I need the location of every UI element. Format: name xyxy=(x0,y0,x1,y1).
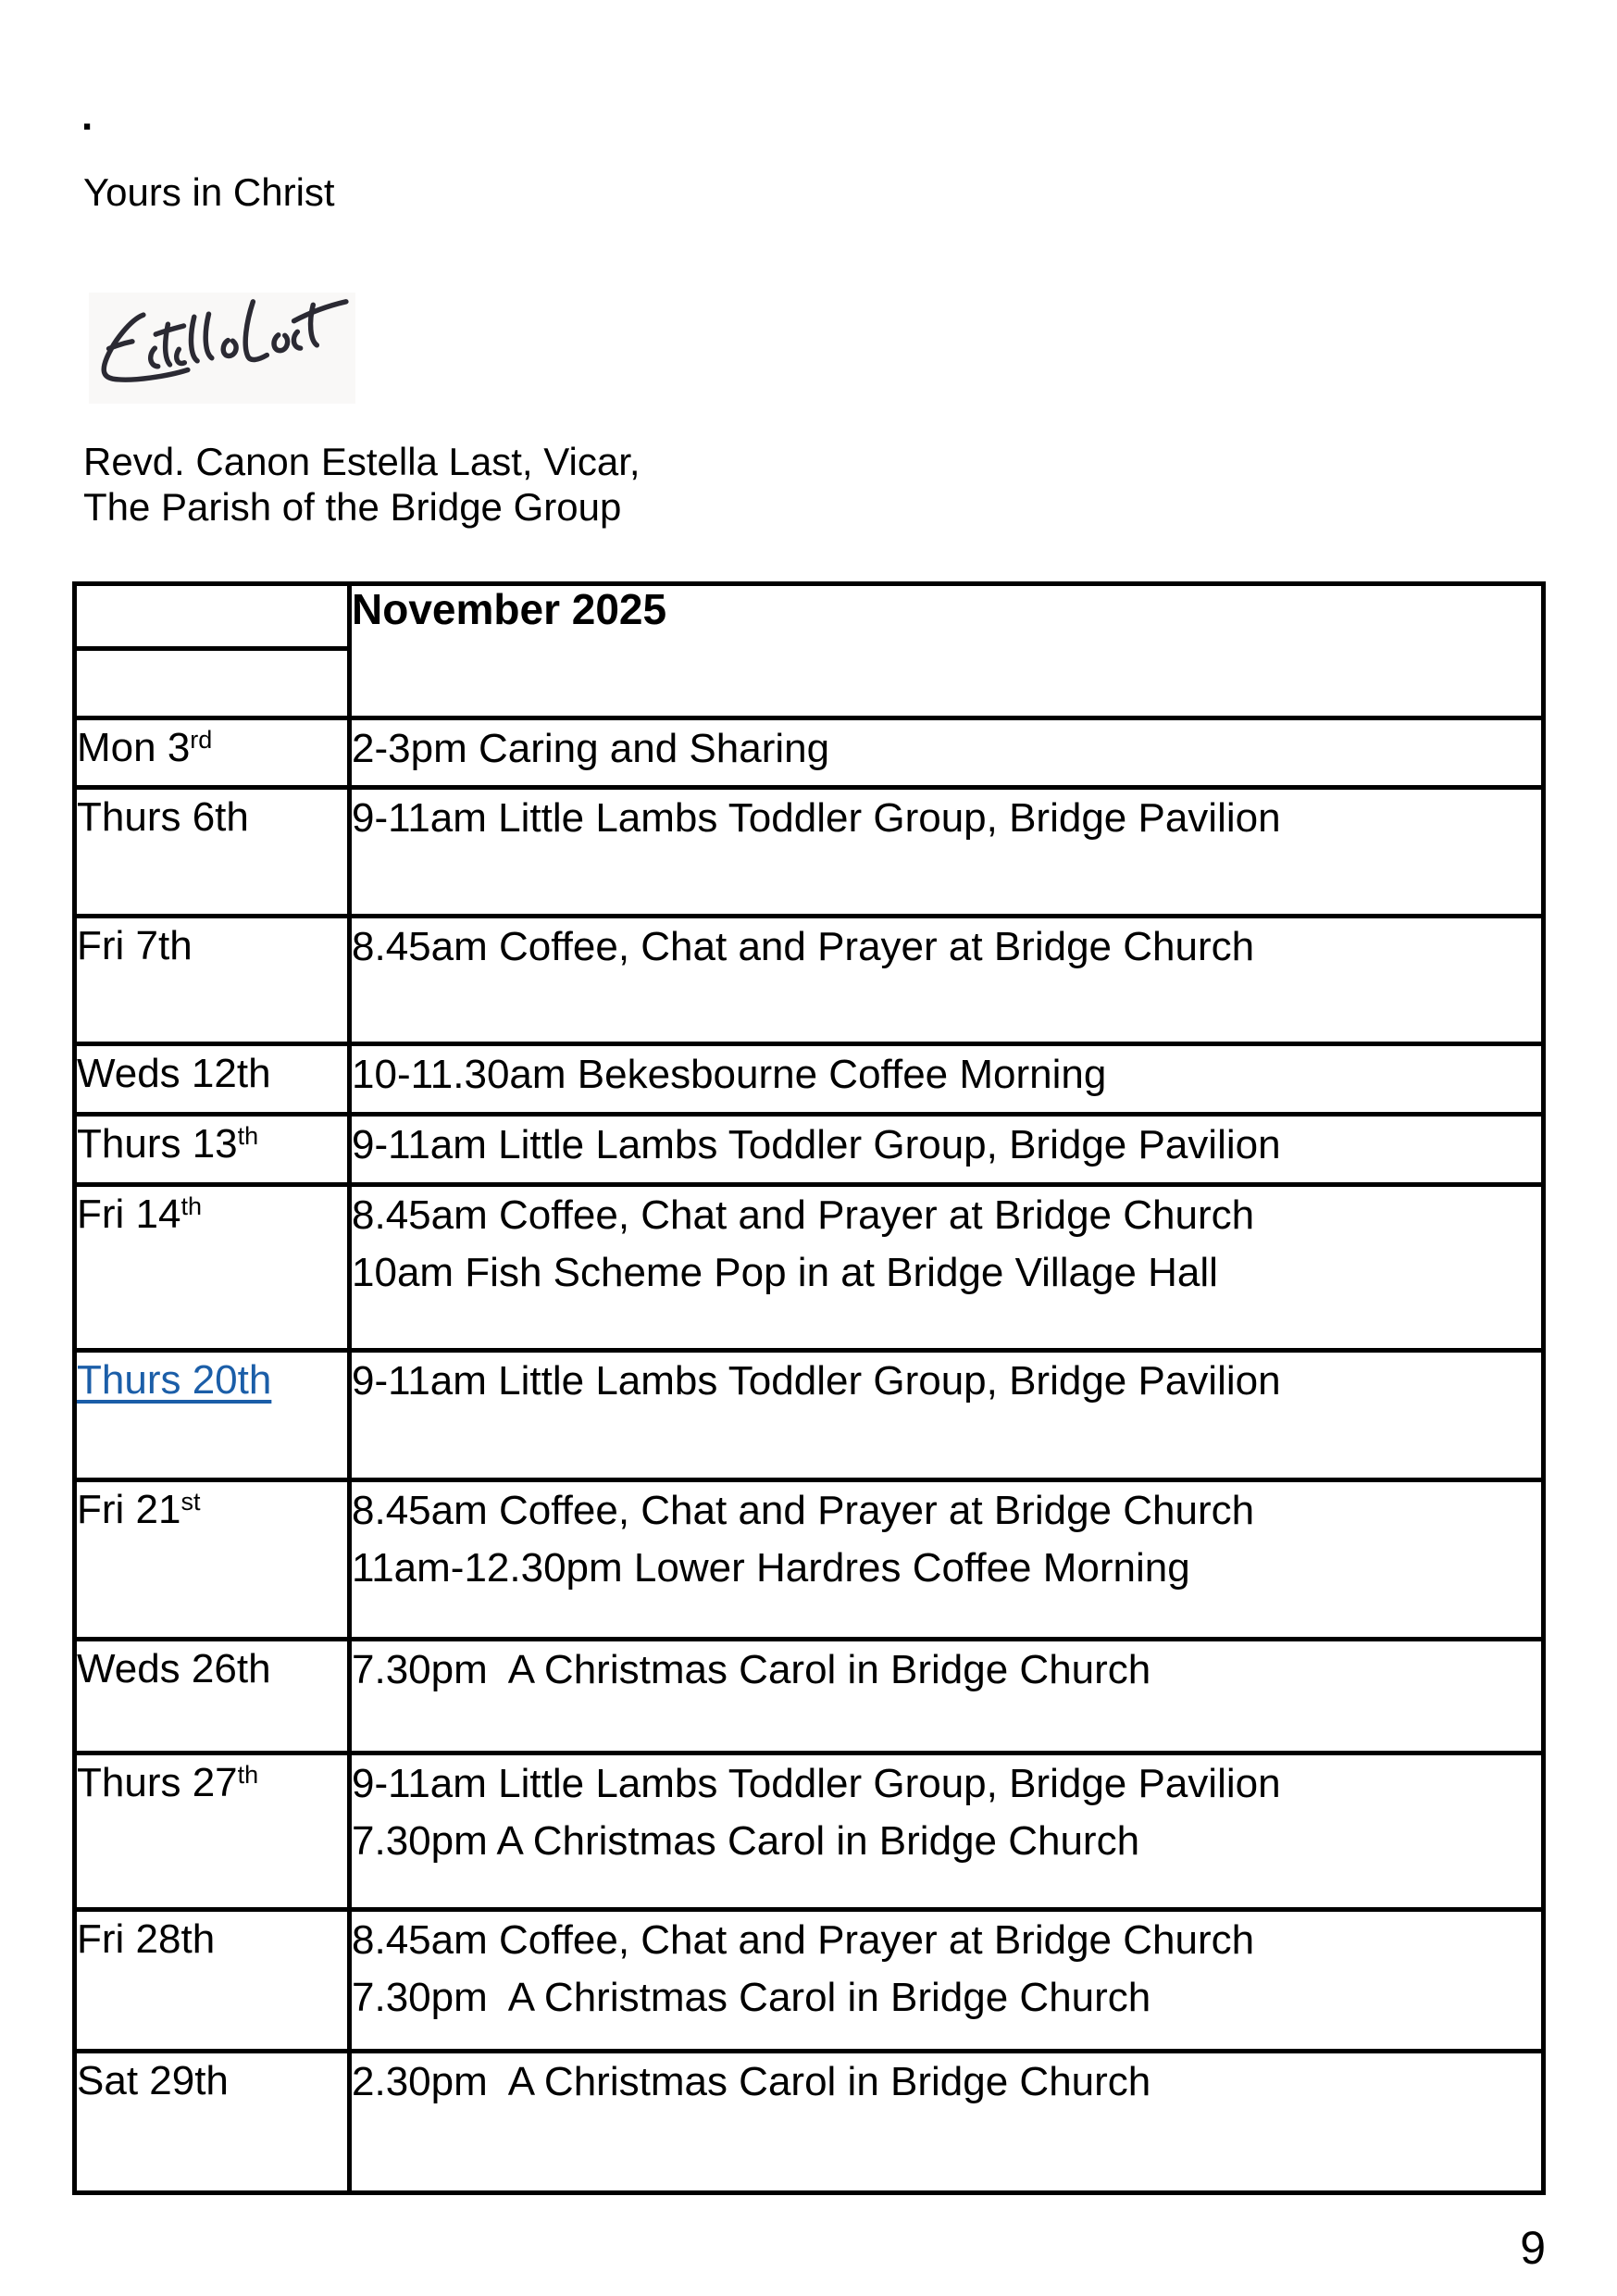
table-row xyxy=(75,788,1544,917)
month-header: November 2025 xyxy=(352,585,667,633)
events-cell xyxy=(350,2052,1544,2193)
table-row xyxy=(75,917,1544,1044)
day-label: Thurs 13th xyxy=(77,1121,259,1167)
event-line: 7.30pm A Christmas Carol in Bridge Church xyxy=(352,1975,1151,2020)
header-empty-cell-top xyxy=(75,584,350,649)
month-header-cell xyxy=(350,584,1544,718)
day-cell xyxy=(75,1044,350,1115)
table-row xyxy=(75,1185,1544,1351)
table-row xyxy=(75,1480,1544,1640)
event-lines xyxy=(352,918,1541,976)
table-row xyxy=(75,1115,1544,1185)
day-ordinal-superscript: st xyxy=(180,1488,201,1516)
event-line: 10am Fish Scheme Pop in at Bridge Village Hall xyxy=(352,1250,1218,1295)
event-lines xyxy=(352,1482,1541,1597)
page-number: 9 xyxy=(1520,2222,1546,2274)
events-cell xyxy=(350,1351,1544,1480)
day-cell xyxy=(75,1640,350,1753)
table-row xyxy=(75,718,1544,788)
event-lines xyxy=(352,1117,1541,1174)
events-cell xyxy=(350,1753,1544,1910)
events-cell xyxy=(350,1185,1544,1351)
event-line: 8.45am Coffee, Chat and Prayer at Bridge Church xyxy=(352,1488,1255,1533)
event-lines xyxy=(352,720,1541,778)
event-line: 8.45am Coffee, Chat and Prayer at Bridge Church xyxy=(352,1192,1255,1238)
event-line: 11am-12.30pm Lower Hardres Coffee Morning xyxy=(352,1545,1190,1591)
day-cell xyxy=(75,718,350,788)
day-cell xyxy=(75,788,350,917)
day-cell xyxy=(75,2052,350,2193)
table-row xyxy=(75,1044,1544,1115)
event-lines xyxy=(352,1912,1541,2027)
signatory-organisation: The Parish of the Bridge Group xyxy=(83,485,622,529)
day-label: Fri 7th xyxy=(77,923,193,968)
day-label: Thurs 27th xyxy=(77,1760,259,1805)
table-row xyxy=(75,1910,1544,2052)
day-label: Mon 3rd xyxy=(77,725,213,770)
event-lines xyxy=(352,1187,1541,1302)
event-line: 9-11am Little Lambs Toddler Group, Bridge Pavilion xyxy=(352,1122,1281,1167)
table-row xyxy=(75,1351,1544,1480)
event-lines xyxy=(352,1046,1541,1104)
event-line: 9-11am Little Lambs Toddler Group, Bridge Pavilion xyxy=(352,1358,1281,1404)
event-line: 2-3pm Caring and Sharing xyxy=(352,726,830,771)
event-lines xyxy=(352,2053,1541,2111)
header-empty-cell-bottom xyxy=(75,649,350,718)
event-line: 8.45am Coffee, Chat and Prayer at Bridge Church xyxy=(352,1917,1255,1963)
day-ordinal-superscript: th xyxy=(237,1122,259,1150)
event-line: 7.30pm A Christmas Carol in Bridge Church xyxy=(352,1647,1151,1692)
events-table-body xyxy=(75,584,1544,2193)
events-cell xyxy=(350,1044,1544,1115)
events-cell xyxy=(350,1115,1544,1185)
events-table xyxy=(72,581,1546,2195)
event-line: 9-11am Little Lambs Toddler Group, Bridge Pavilion xyxy=(352,795,1281,841)
signatory-name-title: Revd. Canon Estella Last, Vicar, xyxy=(83,440,641,483)
table-row xyxy=(75,1640,1544,1753)
day-cell xyxy=(75,917,350,1044)
day-label: Thurs 6th xyxy=(77,794,249,840)
day-cell xyxy=(75,1753,350,1910)
day-ordinal-superscript: th xyxy=(237,1761,259,1789)
day-label: Weds 26th xyxy=(77,1646,271,1691)
events-cell xyxy=(350,788,1544,917)
signatory-block xyxy=(83,439,641,530)
event-line: 9-11am Little Lambs Toddler Group, Bridge Pavilion xyxy=(352,1761,1281,1806)
event-line: 8.45am Coffee, Chat and Prayer at Bridge Church xyxy=(352,924,1255,969)
stray-period-mark: . xyxy=(81,94,93,139)
day-ordinal-superscript: th xyxy=(180,1192,203,1220)
event-line: 10-11.30am Bekesbourne Coffee Morning xyxy=(352,1052,1107,1097)
day-label: Weds 12th xyxy=(77,1051,271,1096)
table-row xyxy=(75,2052,1544,2193)
day-ordinal-superscript: rd xyxy=(190,726,213,754)
signature-image xyxy=(89,293,355,404)
events-cell xyxy=(350,917,1544,1044)
day-cell xyxy=(75,1115,350,1185)
day-label: Fri 14th xyxy=(77,1192,203,1237)
event-line: 2.30pm A Christmas Carol in Bridge Church xyxy=(352,2059,1151,2104)
day-label: Fri 28th xyxy=(77,1916,216,1962)
events-cell xyxy=(350,1910,1544,2052)
closing-line: Yours in Christ xyxy=(83,170,335,214)
day-cell xyxy=(75,1480,350,1640)
event-line: 7.30pm A Christmas Carol in Bridge Church xyxy=(352,1818,1140,1864)
event-lines xyxy=(352,1755,1541,1870)
day-label: Fri 21st xyxy=(77,1487,201,1532)
day-cell xyxy=(75,1910,350,2052)
event-lines xyxy=(352,790,1541,847)
day-cell xyxy=(75,1351,350,1480)
header-row-top xyxy=(75,584,1544,649)
events-cell xyxy=(350,718,1544,788)
day-label: Sat 29th xyxy=(77,2058,229,2103)
event-lines xyxy=(352,1353,1541,1410)
event-lines xyxy=(352,1641,1541,1699)
events-cell xyxy=(350,1640,1544,1753)
events-cell xyxy=(350,1480,1544,1640)
day-cell xyxy=(75,1185,350,1351)
day-label[interactable]: Thurs 20th xyxy=(77,1357,272,1403)
table-row xyxy=(75,1753,1544,1910)
handwritten-signature-estella-last xyxy=(89,293,355,404)
